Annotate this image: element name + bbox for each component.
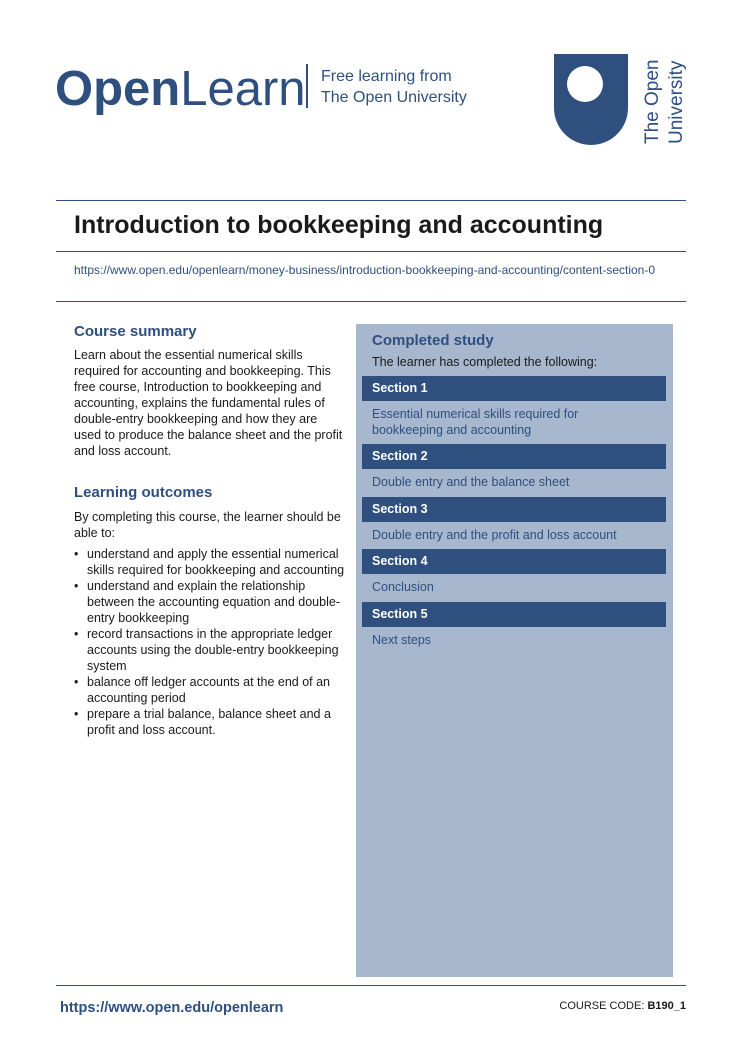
section-4-description: Conclusion	[372, 580, 434, 594]
tagline-line-1: Free learning from	[321, 68, 452, 85]
list-item: • record transactions in the appropriate ledger accounts using the double-entry bookkeeping system	[74, 626, 346, 674]
course-code-value: B190_1	[647, 1000, 686, 1012]
learning-outcomes-list	[74, 546, 346, 738]
list-item: • balance off ledger accounts at the end of an accounting period	[74, 674, 346, 706]
brand-learn: Learn	[180, 62, 306, 116]
section-1-description: Essential numerical skills required for bookkeeping and accounting	[372, 407, 579, 437]
completed-study-heading: Completed study	[372, 332, 494, 349]
course-summary-heading: Course summary	[74, 323, 197, 340]
section-2-description: Double entry and the balance sheet	[372, 475, 570, 489]
section-3-description: Double entry and the profit and loss account	[372, 528, 617, 542]
section-2-header: Section 2	[362, 444, 666, 469]
footer-rule	[56, 985, 686, 986]
list-item: • understand and explain the relationship between the accounting equation and double-entry bookkeeping	[74, 578, 346, 626]
tagline-line-2: The Open University	[321, 89, 467, 106]
section-3-header: Section 3	[362, 497, 666, 522]
ou-wordmark-line-2: University	[666, 60, 687, 144]
brand-divider	[306, 64, 308, 108]
course-url-link[interactable]: https://www.open.edu/openlearn/money-business/introduction-bookkeeping-and-accounting/content-section-0	[74, 263, 656, 277]
course-code-label: COURSE CODE:	[559, 1000, 645, 1012]
brand-open: Open	[55, 62, 181, 116]
completed-study-subtitle: The learner has completed the following:	[372, 355, 598, 369]
course-summary-text: Learn about the essential numerical skills required for accounting and bookkeeping. This free course, Introduction to bookkeeping and accounting, explains the fundamental rules of double-entry bookkeeping and how they are used to produce the balance sheet and the profit and loss account.	[74, 348, 343, 458]
section-4-header: Section 4	[362, 549, 666, 574]
list-item: • understand and apply the essential numerical skills required for bookkeeping and accounting	[74, 546, 346, 578]
title-rule-bottom	[56, 251, 686, 252]
section-1-header: Section 1	[362, 376, 666, 401]
url-rule	[56, 301, 686, 302]
section-5-header: Section 5	[362, 602, 666, 627]
course-title: Introduction to bookkeeping and accounting	[74, 211, 604, 239]
brand-tagline	[321, 66, 467, 108]
openlearn-logo	[55, 60, 306, 118]
open-university-wordmark	[636, 54, 690, 146]
ou-wordmark-line-1: The Open	[642, 59, 663, 144]
footer-url-link[interactable]: https://www.open.edu/openlearn	[60, 1000, 284, 1016]
learning-outcomes-intro: By completing this course, the learner should be able to:	[74, 510, 341, 540]
list-item: • prepare a trial balance, balance sheet and a profit and loss account.	[74, 706, 346, 738]
learning-outcomes-heading: Learning outcomes	[74, 484, 213, 501]
course-code	[559, 998, 686, 1014]
section-5-description: Next steps	[372, 633, 432, 647]
title-rule-top	[56, 200, 686, 201]
